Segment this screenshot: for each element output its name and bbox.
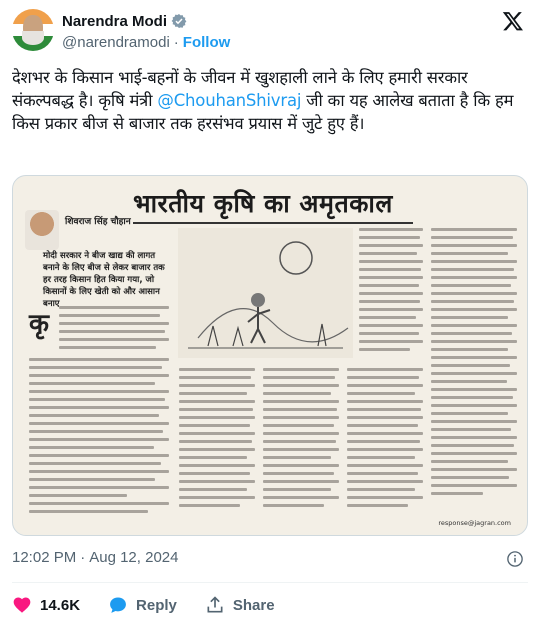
tweet-text-part-1: देशभर के किसान भाई-बहनों के जीवन में खुशहाली लाने के लिए हमारी सरकार संकल्पबद्ध है। कृषि मंत्री — [12, 68, 468, 110]
share-label: Share — [232, 596, 275, 614]
mention-link[interactable]: @ChouhanShivraj — [157, 91, 302, 110]
author-handle[interactable]: @narendramodi — [62, 33, 170, 51]
tweet-timestamp[interactable] — [12, 549, 178, 566]
author-photo — [25, 210, 59, 250]
newspaper-clipping-image[interactable] — [12, 175, 528, 536]
like-button[interactable] — [12, 595, 80, 615]
tweet-actions — [12, 588, 275, 622]
like-count: 14.6K — [40, 596, 81, 614]
clipping-author-name: शिवराज सिंह चौहान — [65, 217, 131, 227]
verified-badge-icon — [171, 13, 187, 29]
article-column-3 — [263, 368, 339, 512]
clipping-headline: भारतीय कृषि का अमृतकाल — [133, 189, 393, 218]
share-upload-icon — [205, 595, 225, 615]
actions-divider — [12, 582, 528, 583]
article-column-1b — [29, 358, 169, 518]
headline-rule — [133, 222, 413, 224]
clipping-byline: response@jagran.com — [438, 519, 511, 527]
article-column-4 — [347, 368, 423, 512]
clipping-pull-quote: मोदी सरकार ने बीज खाद्य की लागत बनाने के लिए बीज से लेकर बाजार तक हर तरह किसान हित किया गया, जो किसानों के लिए खेती को और आसान बनाए — [43, 251, 165, 309]
handle-row — [62, 32, 230, 52]
reply-icon — [108, 595, 128, 615]
separator-dot: · — [173, 33, 179, 51]
farming-illustration — [178, 228, 353, 358]
reply-label: Reply — [136, 596, 177, 614]
x-logo-icon[interactable] — [502, 10, 524, 32]
heart-icon — [12, 595, 32, 615]
tweet-date: Aug 12, 2024 — [89, 549, 179, 566]
clipping-dropcap: कृ — [29, 309, 49, 339]
share-button[interactable] — [205, 595, 275, 615]
follow-button[interactable]: Follow — [182, 33, 231, 51]
reply-button[interactable] — [108, 595, 177, 615]
tweet-text — [12, 66, 528, 135]
meta-separator: · — [80, 549, 86, 566]
tweet-time: 12:02 PM — [12, 549, 77, 566]
article-column-1 — [59, 306, 169, 354]
info-icon[interactable] — [506, 550, 524, 568]
avatar-beard — [22, 31, 44, 45]
author-name-row — [62, 11, 187, 31]
avatar[interactable] — [12, 9, 54, 51]
article-column-4-top — [359, 228, 423, 356]
tweet-text-part-2: जी का यह आलेख बताता है कि हम किस प्रकार बीज से बाजार तक हरसंभव प्रयास में जुटे हुए हैं। — [12, 91, 514, 133]
tweet-header — [0, 0, 540, 62]
article-column-2 — [179, 368, 255, 512]
article-column-5 — [431, 228, 517, 500]
author-name[interactable]: Narendra Modi — [62, 12, 168, 30]
